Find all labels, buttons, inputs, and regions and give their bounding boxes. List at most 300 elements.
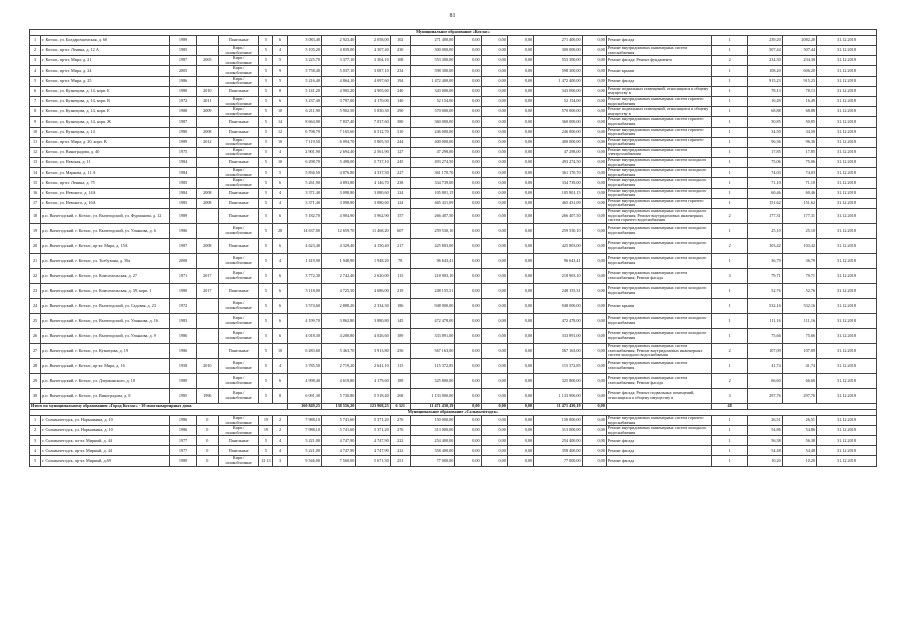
cell-fl: 5 <box>259 209 273 224</box>
cell-cost: 248 155,31 <box>410 284 454 299</box>
cell-b: 0,00 <box>481 389 507 404</box>
cell-a2: 4 329,40 <box>321 239 355 254</box>
cell-f: 0,00 <box>455 76 481 86</box>
cell-b: 0,00 <box>481 86 507 96</box>
cell-n: 15 <box>30 178 41 188</box>
cell-u: 1 <box>711 107 747 117</box>
cell-n: 21 <box>30 254 41 269</box>
cell-n: 12 <box>30 147 41 157</box>
cell-a3: 4 179,60 <box>356 374 390 389</box>
cell-n: 1 <box>30 36 41 46</box>
cell-v2: 25,10 <box>782 224 816 239</box>
cell-b: 0,00 <box>481 299 507 314</box>
cell-a2: 2 923,40 <box>321 36 355 46</box>
cell-ent: 6 <box>273 209 287 224</box>
cell-work: Ремонт внутридомовых инженерных систем холодного водоснабжения <box>606 188 711 198</box>
cell-fl: 5 <box>259 158 273 168</box>
cell-a1: 5 221,00 <box>287 436 321 446</box>
cell-y1: 1983 <box>170 314 196 329</box>
page-number: 81 <box>449 13 456 19</box>
cell-work: Ремонт внутридомовых инженерных систем холодного водоснабжения <box>606 158 711 168</box>
cell-i: 0,00 <box>582 46 606 56</box>
cell-res: 189 <box>390 374 410 389</box>
cell-n: 4 <box>30 446 41 456</box>
cell-v2: 151,62 <box>782 198 816 208</box>
cell-addr: р.п. Вычегодский, г. Котлас, ул. Комсомольская, д. 27 <box>41 269 170 284</box>
cell-work: Ремонт фасада <box>606 36 711 46</box>
cell-mat: Кирп./ шлакоблочные <box>218 314 258 329</box>
cell-a1: 3 225,70 <box>287 56 321 66</box>
cell-t: 31.12.2018 <box>817 76 877 86</box>
cell-y1: 1977 <box>170 446 196 456</box>
cell-a1: 4 623,40 <box>287 239 321 254</box>
cell-cost: 52 154,00 <box>410 96 454 106</box>
cell-y2 <box>196 314 218 329</box>
table-row <box>30 36 877 46</box>
cell-v2: 10,20 <box>782 456 816 466</box>
cell-f: 0,00 <box>455 359 481 374</box>
cell-cost: 218 903,10 <box>410 269 454 284</box>
cell-m: 0,00 <box>507 329 533 344</box>
cell-v2: 915,23 <box>782 76 816 86</box>
cell-o: 254 400,00 <box>534 436 583 446</box>
cell-y1: 1972 <box>170 299 196 314</box>
cell-f: 0,00 <box>455 117 481 127</box>
cell-cost: 425 803,00 <box>410 239 454 254</box>
cell-work: Ремонт внутридомовых инженерных систем холодного водоснабжения <box>606 329 711 344</box>
cell-y1: 1986 <box>170 426 196 436</box>
cell-n: 9 <box>30 117 41 127</box>
cell-work: Ремонт внутридомовых инженерных систем горячего водоснабжения <box>606 96 711 106</box>
cell-m: 0,00 <box>507 56 533 66</box>
cell-ent: 6 <box>273 36 287 46</box>
table-row <box>30 127 877 137</box>
cell-b: 0,00 <box>481 178 507 188</box>
cell-y1: 2008 <box>170 254 196 269</box>
cell-n: 3 <box>30 56 41 66</box>
cell-f: 0,00 <box>455 446 481 456</box>
cell-y1: 1986 <box>170 224 196 239</box>
cell-a3: 11 468,20 <box>356 224 390 239</box>
cell-a3: 2 620,00 <box>356 269 390 284</box>
cell-v2: 297,76 <box>782 389 816 404</box>
table-row <box>30 137 877 147</box>
cell-a1: 5 216,40 <box>287 76 321 86</box>
cell-u: 1 <box>711 117 747 127</box>
cell-a3: 3 913,80 <box>356 344 390 359</box>
cell-f: 0,00 <box>455 456 481 466</box>
cell-i: 0,00 <box>582 76 606 86</box>
table-row <box>30 456 877 466</box>
cell-a1: 4 018,30 <box>287 329 321 344</box>
cell-f: 0,00 <box>455 127 481 137</box>
cell-a2: 3 098,80 <box>321 198 355 208</box>
cell-n: 23 <box>30 284 41 299</box>
cell-fl: 5 <box>259 254 273 269</box>
cell-m: 0,00 <box>507 158 533 168</box>
cell-fl: 5 <box>259 107 273 117</box>
cell-addr: р.п. Вычегодский, г. Котлас, ул. Дзержинского, д. 10 <box>41 374 170 389</box>
cell-addr: г. Котлас, пр-кт. Мира, д. 24 <box>41 66 170 76</box>
cell-y2 <box>196 329 218 344</box>
cell-ent: 4 <box>273 446 287 456</box>
cell-ent: 10 <box>273 344 287 359</box>
cell-y1: 1989 <box>170 36 196 46</box>
cell-addr: р.п. Вычегодский, г. Котлас, ул. Вычегодский, ул. Ульянова, д. 16 <box>41 314 170 329</box>
cell-y2: 2017 <box>196 284 218 299</box>
cell-a1: 5 261,90 <box>287 178 321 188</box>
cell-addr: р.п. Вычегодский, г. Котлас, ул. Комсомольская, д. 39, корп. 1 <box>41 284 170 299</box>
cell-a3: 4 686,00 <box>356 284 390 299</box>
cell-cost: 313 000,00 <box>410 426 454 436</box>
cell-u: 1 <box>711 147 747 157</box>
cell-a3: 4 097,60 <box>356 76 390 86</box>
cell-b: 0,00 <box>481 374 507 389</box>
cell-work: Ремонт внутридомовых инженерных систем холодного водоснабжения; Ремонт внутридомовых инженерных систем горячего водоснабжения <box>606 209 711 224</box>
cell-t: 31.12.2018 <box>817 284 877 299</box>
cell-f: 0,00 <box>455 188 481 198</box>
cell-addr: г. Котлас, ул. Невского, д. 14А <box>41 188 170 198</box>
cell-o: 465 431,09 <box>534 198 583 208</box>
cell-v1: 234,30 <box>748 56 782 66</box>
cell-t: 31.12.2018 <box>817 299 877 314</box>
cell-o: 1 472 400,00 <box>534 76 583 86</box>
table-row <box>30 314 877 329</box>
cell-o: 360 000,00 <box>534 117 583 127</box>
cell-i: 0,00 <box>582 389 606 404</box>
cell-y1: 1985 <box>170 389 196 404</box>
cell-a1: 3 371,40 <box>287 198 321 208</box>
cell-addr: г. Сольвычегодск, пл-кт. Мирный, д. 44 <box>41 436 170 446</box>
cell-o: 1 133 900,00 <box>534 389 583 404</box>
municipality-header: Муниципальное образование «Котлас» <box>30 30 877 36</box>
cell-a2: 7 165,60 <box>321 127 355 137</box>
cell-res: 276 <box>390 416 410 426</box>
table-row <box>30 344 877 359</box>
cell-cost: 598 300,00 <box>410 66 454 76</box>
cell-m: 0,00 <box>507 239 533 254</box>
cell-t: 31.12.2018 <box>817 446 877 456</box>
cell-res: 238 <box>390 178 410 188</box>
table-row <box>30 46 877 56</box>
cell-work: Ремонт внутридомовых инженерных систем холодного водоснабжения <box>606 224 711 239</box>
cell-b: 0,00 <box>481 224 507 239</box>
cell-a2: 3 098,80 <box>321 188 355 198</box>
cell-t: 31.12.2018 <box>817 344 877 359</box>
cell-t: 31.12.2018 <box>817 426 877 436</box>
total-res: 6 321 <box>390 404 410 410</box>
cell-a2: 4 864,10 <box>321 76 355 86</box>
cell-mat: Кирп./ шлакоблочные <box>218 137 258 147</box>
cell-m: 0,00 <box>507 456 533 466</box>
cell-work: Ремонт внутридомовых инженерных систем холодного водоснабжения <box>606 178 711 188</box>
cell-a3: 5 737,10 <box>356 158 390 168</box>
total-a1: 160 849,25 <box>287 404 321 410</box>
cell-ent: 4 <box>273 198 287 208</box>
cell-a3: 4 150,40 <box>356 239 390 254</box>
cell-v2: 606,20 <box>782 66 816 76</box>
cell-work: Ремонт внутридомовых инженерных систем горячего водоснабжения <box>606 198 711 208</box>
cell-m: 0,00 <box>507 209 533 224</box>
cell-cost: 105 801,15 <box>410 188 454 198</box>
cell-a2: 4 619,80 <box>321 374 355 389</box>
cell-i: 0,00 <box>582 299 606 314</box>
cell-work: Ремонт фасада; Ремонт фундамента <box>606 56 711 66</box>
cell-fl: 5 <box>259 168 273 178</box>
cell-i: 0,00 <box>582 127 606 137</box>
cell-u: 1 <box>711 284 747 299</box>
table-row <box>30 389 877 404</box>
cell-m: 0,00 <box>507 416 533 426</box>
cell-o: 105 801,15 <box>534 188 583 198</box>
cell-mat: Панельные <box>218 198 258 208</box>
cell-i: 0,00 <box>582 198 606 208</box>
cell-work: Ремонт внутридомовых инженерных систем газоснабжения; Ремонт фасада <box>606 269 711 284</box>
cell-t: 31.12.2018 <box>817 137 877 147</box>
cell-fl: 5 <box>259 76 273 86</box>
cell-f: 0,00 <box>455 168 481 178</box>
cell-work: Ремонт внутридомовых инженерных систем газоснабжения <box>606 46 711 56</box>
cell-y1: 1989 <box>170 137 196 147</box>
cell-m: 0,00 <box>507 96 533 106</box>
table-row <box>30 329 877 344</box>
cell-b: 0,00 <box>481 284 507 299</box>
cell-a2: 5 902,50 <box>321 107 355 117</box>
cell-mat: Кирп./ шлакоблочные <box>218 416 258 426</box>
cell-cost: 553 300,00 <box>410 56 454 66</box>
cell-mat: Панельные <box>218 344 258 359</box>
cell-v2: 103,42 <box>782 239 816 254</box>
cell-work: Ремонт крыши <box>606 66 711 76</box>
cell-addr: р.п. Вычегодский, г. Котлас, ул. Вычегодский, ул. Ульянова, д. 6 <box>41 224 170 239</box>
cell-b: 0,00 <box>481 269 507 284</box>
cell-f: 0,00 <box>455 66 481 76</box>
cell-i: 0,00 <box>582 269 606 284</box>
cell-fl: 5 <box>259 46 273 56</box>
cell-mat: Панельные <box>218 127 258 137</box>
cell-ent: 2 <box>273 416 287 426</box>
cell-a3: 6 512,70 <box>356 127 390 137</box>
cell-addr: г. Сольвычегодск, пр-кт. Мирный, д.69 <box>41 456 170 466</box>
cell-addr: г. Котлас, ул. Болдарочьемская, д. 60 <box>41 36 170 46</box>
cell-m: 0,00 <box>507 168 533 178</box>
cell-res: 222 <box>390 446 410 456</box>
cell-v2: 507,44 <box>782 46 816 56</box>
cell-v1: 60,46 <box>748 188 782 198</box>
cell-n: 13 <box>30 158 41 168</box>
cell-a1: 7 988,10 <box>287 426 321 436</box>
cell-n: 1 <box>30 416 41 426</box>
cell-a3: 5 805,50 <box>356 137 390 147</box>
cell-n: 8 <box>30 107 41 117</box>
cell-y1: 1986 <box>170 416 196 426</box>
cell-y2: 2017 <box>196 269 218 284</box>
cell-t: 31.12.2018 <box>817 178 877 188</box>
cell-a3: 5 830,30 <box>356 107 390 117</box>
cell-i: 0,00 <box>582 436 606 446</box>
cell-y2: 1996 <box>196 389 218 404</box>
cell-a3: 4 747,90 <box>356 436 390 446</box>
cell-y1: 1987 <box>170 56 196 66</box>
cell-a2: 6 094,70 <box>321 137 355 147</box>
cell-m: 0,00 <box>507 86 533 96</box>
cell-a1: 7 988,10 <box>287 416 321 426</box>
cell-work: Ремонт внутридомовых инженерных систем электроснабжения <box>606 147 711 157</box>
cell-a2: 4 725,50 <box>321 284 355 299</box>
cell-a1: 5 182,70 <box>287 209 321 224</box>
cell-v1: 26,51 <box>748 416 782 426</box>
cell-a3: 4 337,30 <box>356 168 390 178</box>
cell-t: 31.12.2018 <box>817 329 877 344</box>
cell-n: 30 <box>30 389 41 404</box>
cell-ent: 2 <box>273 426 287 436</box>
cell-i: 0,00 <box>582 168 606 178</box>
cell-res: 256 <box>390 344 410 359</box>
cell-m: 0,00 <box>507 269 533 284</box>
cell-u: 1 <box>711 314 747 329</box>
cell-a2: 5 730,80 <box>321 389 355 404</box>
cell-v1: 103,42 <box>748 239 782 254</box>
cell-res: 219 <box>390 284 410 299</box>
cell-fl: 5 <box>259 239 273 254</box>
cell-m: 0,00 <box>507 107 533 117</box>
cell-t: 31.12.2018 <box>817 36 877 46</box>
cell-n: 2 <box>30 426 41 436</box>
cell-a1: 5 118,00 <box>287 284 321 299</box>
cell-a2: 5 741,60 <box>321 416 355 426</box>
cell-f: 0,00 <box>455 178 481 188</box>
cell-i: 0,00 <box>582 284 606 299</box>
cell-i: 0,00 <box>582 456 606 466</box>
cell-cost: 360 000,00 <box>410 117 454 127</box>
cell-a3: 7 037,60 <box>356 117 390 127</box>
cell-a2: 1 948,90 <box>321 254 355 269</box>
cell-v2: 532,16 <box>782 299 816 314</box>
cell-cost: 570 000,00 <box>410 107 454 117</box>
cell-addr: г. Котлас, ул. Кузнецова, д. 14, корп. Б <box>41 86 170 96</box>
cell-m: 0,00 <box>507 254 533 269</box>
cell-a3: 1 948,20 <box>356 254 390 269</box>
cell-res: 244 <box>390 137 410 147</box>
cell-mat: Панельные <box>218 188 258 198</box>
cell-b: 0,00 <box>481 446 507 456</box>
cell-n: 10 <box>30 127 41 137</box>
cell-cost: 77 000,00 <box>410 456 454 466</box>
cell-o: 333 891,00 <box>534 329 583 344</box>
cell-addr: р.п. Вычегодский, г. Котлас, ул. Вычегодский, ул. Фурманова, д. 12 <box>41 209 170 224</box>
total-a2: 138 556,20 <box>321 404 355 410</box>
municipality-header: Муниципальное образование «Сольвычегодск» <box>30 410 877 416</box>
total-f: 0,00 <box>455 404 481 410</box>
cell-o: 246 000,00 <box>534 127 583 137</box>
cell-res: 194 <box>390 76 410 86</box>
total-a3: 123 968,25 <box>356 404 390 410</box>
cell-fl: 5 <box>259 198 273 208</box>
cell-a2: 3 377,10 <box>321 56 355 66</box>
cell-o: 266 407,50 <box>534 209 583 224</box>
cell-a2: 2 888,20 <box>321 299 355 314</box>
cell-f: 0,00 <box>455 426 481 436</box>
cell-m: 0,00 <box>507 147 533 157</box>
cell-cost: 343 000,00 <box>410 86 454 96</box>
cell-a1: 6 283,60 <box>287 344 321 359</box>
cell-res: 115 <box>390 269 410 284</box>
cell-y2: 0 <box>196 436 218 446</box>
cell-a1: 9 546,00 <box>287 456 321 466</box>
cell-u: 2 <box>711 209 747 224</box>
cell-o: 570 000,00 <box>534 107 583 117</box>
cell-b: 0,00 <box>481 239 507 254</box>
cell-y2 <box>196 46 218 56</box>
cell-a2: 3 797,00 <box>321 96 355 106</box>
cell-work: Ремонт внутридомовых инженерных систем холодного водоснабжения <box>606 168 711 178</box>
cell-fl: 5 <box>259 36 273 46</box>
cell-v1: 297,76 <box>748 389 782 404</box>
cell-y2 <box>196 224 218 239</box>
cell-a1: 3 785,50 <box>287 359 321 374</box>
cell-i: 0,00 <box>582 86 606 96</box>
cell-i: 0,00 <box>582 224 606 239</box>
cell-o: 598 300,00 <box>534 66 583 76</box>
cell-t: 31.12.2018 <box>817 96 877 106</box>
cell-u: 1 <box>711 76 747 86</box>
cell-ent: 6 <box>273 329 287 344</box>
cell-t: 31.12.2018 <box>817 389 877 404</box>
cell-a3: 3 962,90 <box>356 209 390 224</box>
cell-f: 0,00 <box>455 269 481 284</box>
cell-v1: 10,20 <box>748 456 782 466</box>
cell-fl: 5 <box>259 329 273 344</box>
cell-a1: 14 637,00 <box>287 224 321 239</box>
cell-b: 0,00 <box>481 426 507 436</box>
cell-y1: 2005 <box>170 66 196 76</box>
cell-v1: 17,85 <box>748 147 782 157</box>
cell-res: 217 <box>390 239 410 254</box>
total-i: 0,00 <box>582 404 606 410</box>
cell-b: 0,00 <box>481 416 507 426</box>
cell-b: 0,00 <box>481 314 507 329</box>
cell-v2: 36,79 <box>782 254 816 269</box>
cell-y2: 0 <box>196 456 218 466</box>
cell-cost: 150 000,00 <box>410 416 454 426</box>
cell-v1: 239,20 <box>748 36 782 46</box>
cell-v2: 75,66 <box>782 329 816 344</box>
cell-cost: 333 891,00 <box>410 329 454 344</box>
cell-addr: г. Котлас, пр-кт. Мира, д. 25 <box>41 76 170 86</box>
cell-ent: 3 <box>273 456 287 466</box>
cell-mat: Панельные <box>218 446 258 456</box>
cell-a2: 4 893,80 <box>321 178 355 188</box>
cell-fl: 5 <box>259 117 273 127</box>
cell-work: Ремонт внутридомовых инженерных систем газоснабжения <box>606 359 711 374</box>
cell-v1: 66,60 <box>748 374 782 389</box>
cell-v2: 111,16 <box>782 314 816 329</box>
cell-work: Ремонт внутридомовых инженерных систем холодного водоснабжения <box>606 314 711 329</box>
cell-b: 0,00 <box>481 76 507 86</box>
cell-u: 1 <box>711 436 747 446</box>
cell-v2: 52,76 <box>782 284 816 299</box>
cell-cost: 334 739,00 <box>410 178 454 188</box>
cell-m: 0,00 <box>507 314 533 329</box>
cell-t: 31.12.2018 <box>817 254 877 269</box>
register-body <box>30 30 877 467</box>
cell-b: 0,00 <box>481 254 507 269</box>
cell-f: 0,00 <box>455 46 481 56</box>
cell-v2: 56,38 <box>782 436 816 446</box>
cell-work: Ремонт фасада; Ремонт подвальных помещений, относящихся к общему имуществу в <box>606 389 711 404</box>
cell-a2: 4 747,90 <box>321 436 355 446</box>
cell-b: 0,00 <box>481 117 507 127</box>
